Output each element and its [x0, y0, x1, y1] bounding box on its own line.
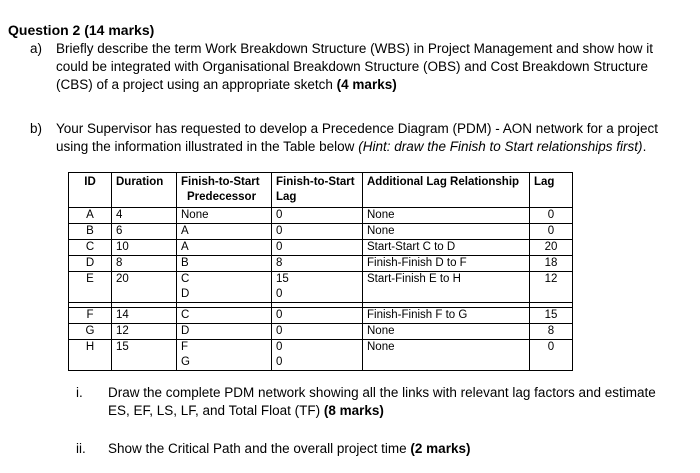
cell-lag: 18	[530, 256, 573, 272]
cell-duration: 12	[112, 324, 177, 340]
header-fs-lag: Finish-to-Start Lag	[272, 173, 363, 208]
cell-fs-lag-value: 0	[276, 288, 283, 300]
table-row	[69, 272, 573, 303]
header-id: ID	[69, 173, 112, 208]
part-b-label: b)	[30, 121, 43, 136]
cell-predecessor-value: D	[181, 288, 190, 300]
table-header-row	[69, 173, 573, 208]
cell-lag: 12	[530, 272, 573, 303]
cell-fs-lag-value: 0	[276, 241, 283, 253]
part-b	[30, 120, 690, 160]
cell-id: G	[69, 324, 112, 340]
cell-additional: None	[363, 224, 530, 240]
cell-duration: 14	[112, 308, 177, 324]
cell-id: H	[69, 340, 112, 371]
part-a	[30, 40, 690, 100]
cell-predecessor	[177, 308, 272, 324]
cell-fs-lag	[272, 340, 363, 371]
cell-predecessor-value: A	[181, 225, 189, 237]
cell-additional: None	[363, 340, 530, 371]
table-row	[69, 308, 573, 324]
cell-id: B	[69, 224, 112, 240]
cell-predecessor	[177, 208, 272, 224]
cell-id: F	[69, 308, 112, 324]
header-duration: Duration	[112, 173, 177, 208]
cell-predecessor	[177, 256, 272, 272]
part-b-hint: (Hint: draw the Finish to Start relationships first)	[358, 139, 643, 154]
cell-additional: Start-Start C to D	[363, 240, 530, 256]
cell-fs-lag	[272, 208, 363, 224]
cell-additional: Finish-Finish F to G	[363, 308, 530, 324]
part-b-end: .	[642, 139, 647, 154]
header-additional: Additional Lag Relationship	[363, 173, 530, 208]
header-fs-predecessor: Finish-to-Start Predecessor	[177, 173, 272, 208]
part-b-question: Your Supervisor has requested to develop a Precedence Diagram (PDM) - AON network for a project using the information illustrated in the Table below	[56, 121, 659, 154]
cell-id: A	[69, 208, 112, 224]
cell-predecessor	[177, 224, 272, 240]
sub-i-marks: (8 marks)	[323, 403, 384, 418]
cell-predecessor-value: B	[181, 257, 189, 269]
cell-duration: 4	[112, 208, 177, 224]
part-a-marks: (4 marks)	[336, 77, 397, 92]
cell-duration: 20	[112, 272, 177, 303]
cell-duration: 8	[112, 256, 177, 272]
part-a-text	[56, 40, 676, 94]
table-row	[69, 240, 573, 256]
sub-i-question: Draw the complete PDM network showing all the links with relevant lag factors and estimate ES, EF, LS, LF, and Total Float (TF)	[108, 385, 656, 418]
cell-fs-lag-value: 0	[276, 341, 283, 353]
cell-predecessor-value: A	[181, 241, 189, 253]
cell-duration: 15	[112, 340, 177, 371]
cell-fs-lag-value: 0	[276, 225, 283, 237]
cell-additional: None	[363, 208, 530, 224]
cell-duration: 10	[112, 240, 177, 256]
cell-fs-lag	[272, 240, 363, 256]
table-row	[69, 256, 573, 272]
cell-additional: Start-Finish E to H	[363, 272, 530, 303]
cell-lag: 0	[530, 208, 573, 224]
cell-predecessor	[177, 272, 272, 303]
sub-ii-text	[108, 440, 668, 458]
sub-ii-number: ii.	[76, 441, 86, 456]
cell-fs-lag	[272, 272, 363, 303]
sub-i-text	[108, 384, 668, 420]
cell-fs-lag-value: 0	[276, 325, 283, 337]
table-row	[69, 324, 573, 340]
cell-predecessor-value: C	[181, 273, 190, 285]
cell-fs-lag	[272, 224, 363, 240]
cell-fs-lag	[272, 256, 363, 272]
question-title: Question 2 (14 marks)	[8, 22, 155, 38]
cell-fs-lag-value: 15	[276, 273, 289, 285]
cell-additional: Finish-Finish D to F	[363, 256, 530, 272]
table-row	[69, 340, 573, 371]
cell-fs-lag	[272, 324, 363, 340]
cell-id: C	[69, 240, 112, 256]
cell-predecessor	[177, 240, 272, 256]
cell-lag: 0	[530, 224, 573, 240]
pdm-table	[68, 172, 573, 371]
cell-predecessor-value: G	[181, 356, 190, 368]
cell-fs-lag	[272, 308, 363, 324]
sub-question-i	[76, 384, 686, 424]
cell-fs-lag-value: 0	[276, 356, 283, 368]
cell-lag: 20	[530, 240, 573, 256]
sub-ii-question: Show the Critical Path and the overall project time	[108, 441, 407, 456]
cell-lag: 15	[530, 308, 573, 324]
cell-additional: None	[363, 324, 530, 340]
cell-predecessor-value: C	[181, 309, 190, 321]
table-row	[69, 224, 573, 240]
sub-ii-marks: (2 marks)	[410, 441, 471, 456]
cell-predecessor	[177, 340, 272, 371]
cell-predecessor	[177, 324, 272, 340]
cell-fs-lag-value: 0	[276, 209, 283, 221]
cell-lag: 8	[530, 324, 573, 340]
cell-fs-lag-value: 0	[276, 309, 283, 321]
header-lag: Lag	[530, 173, 573, 208]
sub-question-ii	[76, 440, 686, 460]
table-row	[69, 208, 573, 224]
cell-fs-lag-value: 8	[276, 257, 283, 269]
cell-predecessor-value: D	[181, 325, 190, 337]
cell-duration: 6	[112, 224, 177, 240]
cell-id: D	[69, 256, 112, 272]
cell-id: E	[69, 272, 112, 303]
sub-i-number: i.	[76, 385, 83, 400]
cell-predecessor-value: None	[181, 209, 209, 221]
cell-lag: 0	[530, 340, 573, 371]
part-b-text	[56, 120, 676, 156]
cell-predecessor-value: F	[181, 341, 189, 353]
part-a-question: Briefly describe the term Work Breakdown Structure (WBS) in Project Management and show how it could be integrated with Organisational Breakdown Structure (OBS) and Cost Breakdown Structure (CBS) of a project using an appropriate sketch	[56, 41, 653, 92]
part-a-label: a)	[30, 41, 43, 56]
